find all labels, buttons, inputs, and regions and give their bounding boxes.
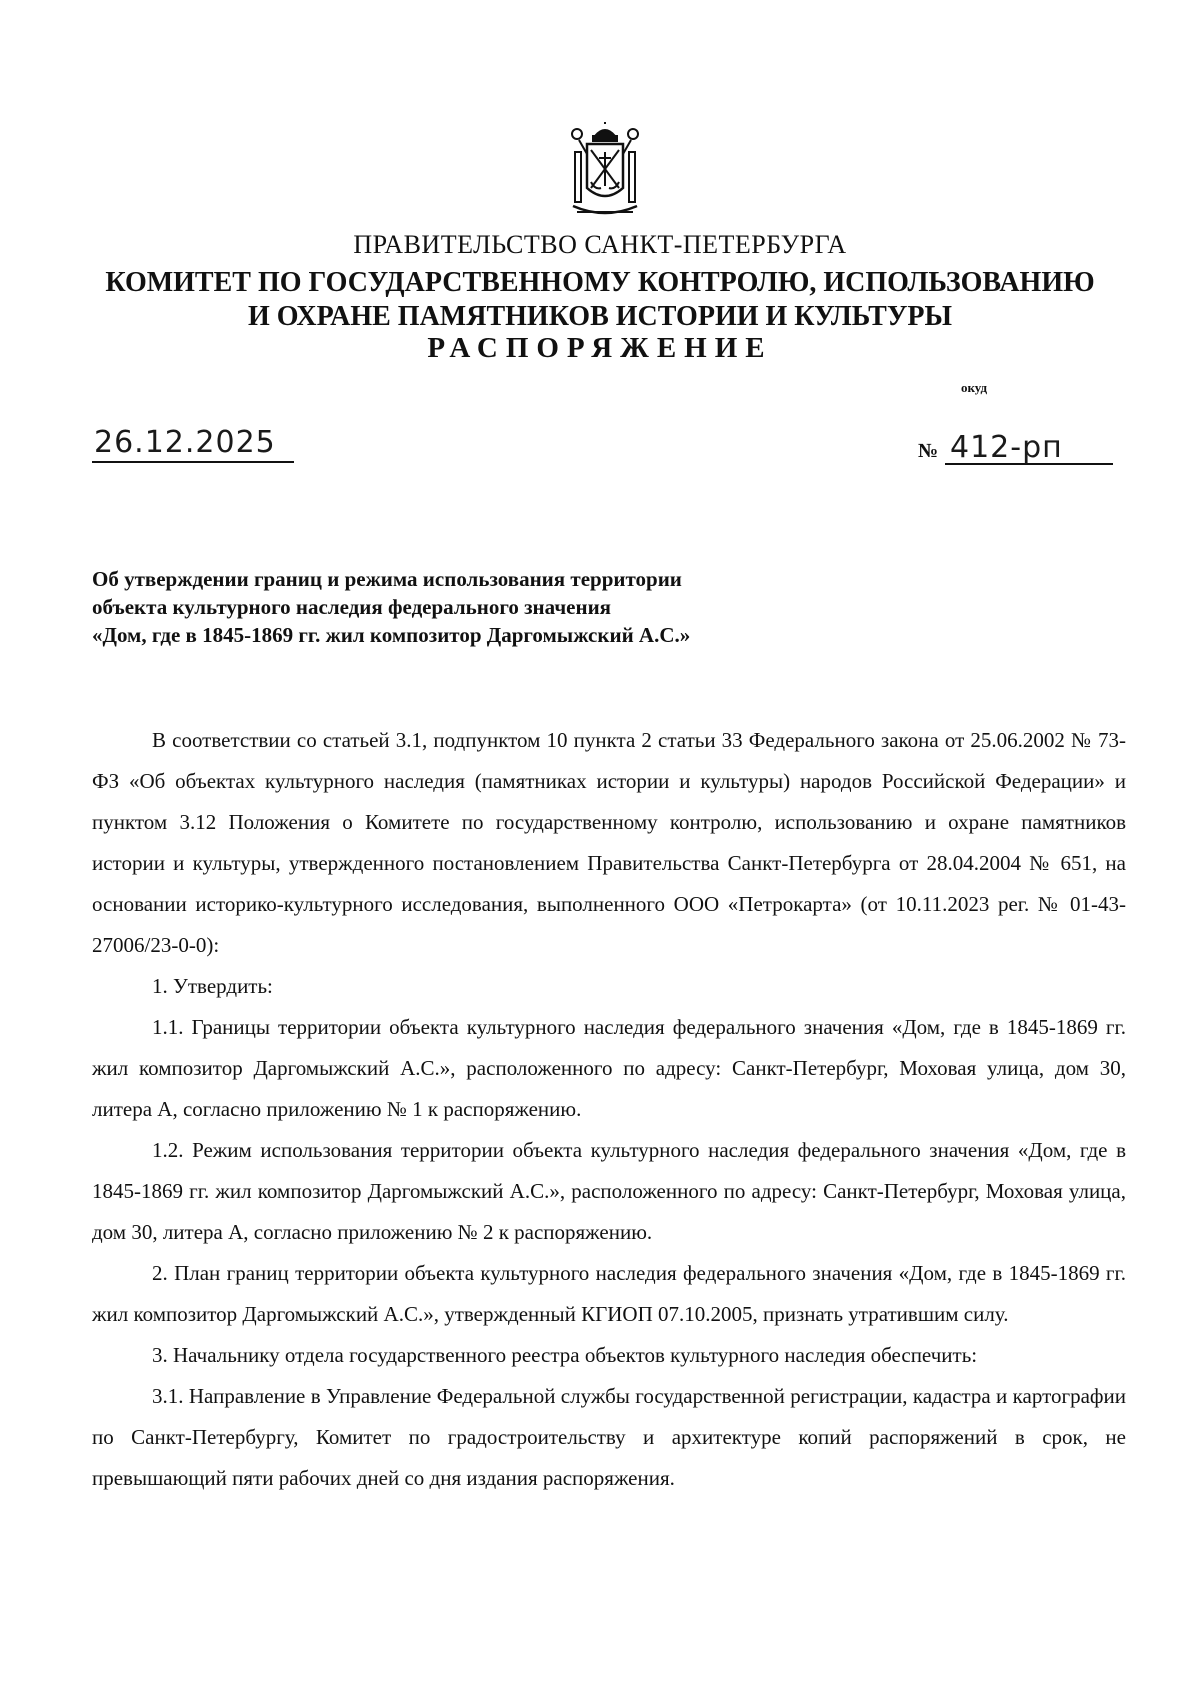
coat-of-arms-emblem xyxy=(567,122,643,222)
document-subject xyxy=(92,565,812,649)
okud-label: окуд xyxy=(961,380,988,395)
subject-line3: «Дом, где в 1845-1869 гг. жил композитор Даргомыжский А.С.» xyxy=(92,623,691,647)
committee-name xyxy=(0,266,1200,334)
document-number: 412-рп xyxy=(950,430,1063,465)
item-1-1: 1.1. Границы территории объекта культурного наследия федерального значения «Дом, где в 1845-1869 гг. жил композитор Даргомыжский А.С.», расположенного по адресу: Санкт-Петербург, Моховая улица, дом 30, литера А, согласно приложению № 1 к распоряжению. xyxy=(92,1015,1126,1121)
number-sign: № xyxy=(918,440,939,462)
preamble-paragraph: В соответствии со статьей 3.1, подпунктом 10 пункта 2 статьи 33 Федерального закона от 25.06.2002 № 73-ФЗ «Об объектах культурного наследия (памятниках истории и культуры) народов Российской Федерации» и пунктом 3.12 Положения о Комитете по государственному контролю, использованию и охране памятников истории и культуры, утвержденного постановлением Правительства Санкт-Петербурга от 28.04.2004 № 651, на основании историко-культурного исследования, выполненного ООО «Петрокарта» (от 10.11.2023 рег. № 01-43-27006/23-0-0): xyxy=(92,728,1126,957)
committee-name-line1: КОМИТЕТ ПО ГОСУДАРСТВЕННОМУ КОНТРОЛЮ, ИСПОЛЬЗОВАНИЮ xyxy=(105,267,1095,298)
document-body xyxy=(92,720,1126,1499)
committee-name-line2: И ОХРАНЕ ПАМЯТНИКОВ ИСТОРИИ И КУЛЬТУРЫ xyxy=(248,301,952,332)
document-date: 26.12.2025 xyxy=(92,425,294,463)
subject-line2: объекта культурного наследия федерального значения xyxy=(92,595,612,619)
subject-line1: Об утверждении границ и режима использования территории xyxy=(92,567,682,591)
document-type-title: РАСПОРЯЖЕНИЕ xyxy=(427,332,773,364)
item-3: 3. Начальнику отдела государственного реестра объектов культурного наследия обеспечить: xyxy=(152,1343,978,1367)
item-3-1: 3.1. Направление в Управление Федеральной службы государственной регистрации, кадастра и картографии по Санкт-Петербургу, Комитет по градостроительству и архитектуре копий распоряжений в срок, не превышающий пяти рабочих дней со дня издания распоряжения. xyxy=(92,1384,1126,1490)
item-1-2: 1.2. Режим использования территории объекта культурного наследия федерального значения «Дом, где в 1845-1869 гг. жил композитор Даргомыжский А.С.», расположенного по адресу: Санкт-Петербург, Моховая улица, дом 30, литера А, согласно приложению № 2 к распоряжению. xyxy=(92,1138,1126,1244)
item-2: 2. План границ территории объекта культурного наследия федерального значения «Дом, где в 1845-1869 гг. жил композитор Даргомыжский А.С.», утвержденный КГИОП 07.10.2005, признать утратившим силу. xyxy=(92,1261,1126,1326)
government-name: ПРАВИТЕЛЬСТВО САНКТ-ПЕТЕРБУРГА xyxy=(353,230,847,259)
item-1: 1. Утвердить: xyxy=(152,974,273,998)
